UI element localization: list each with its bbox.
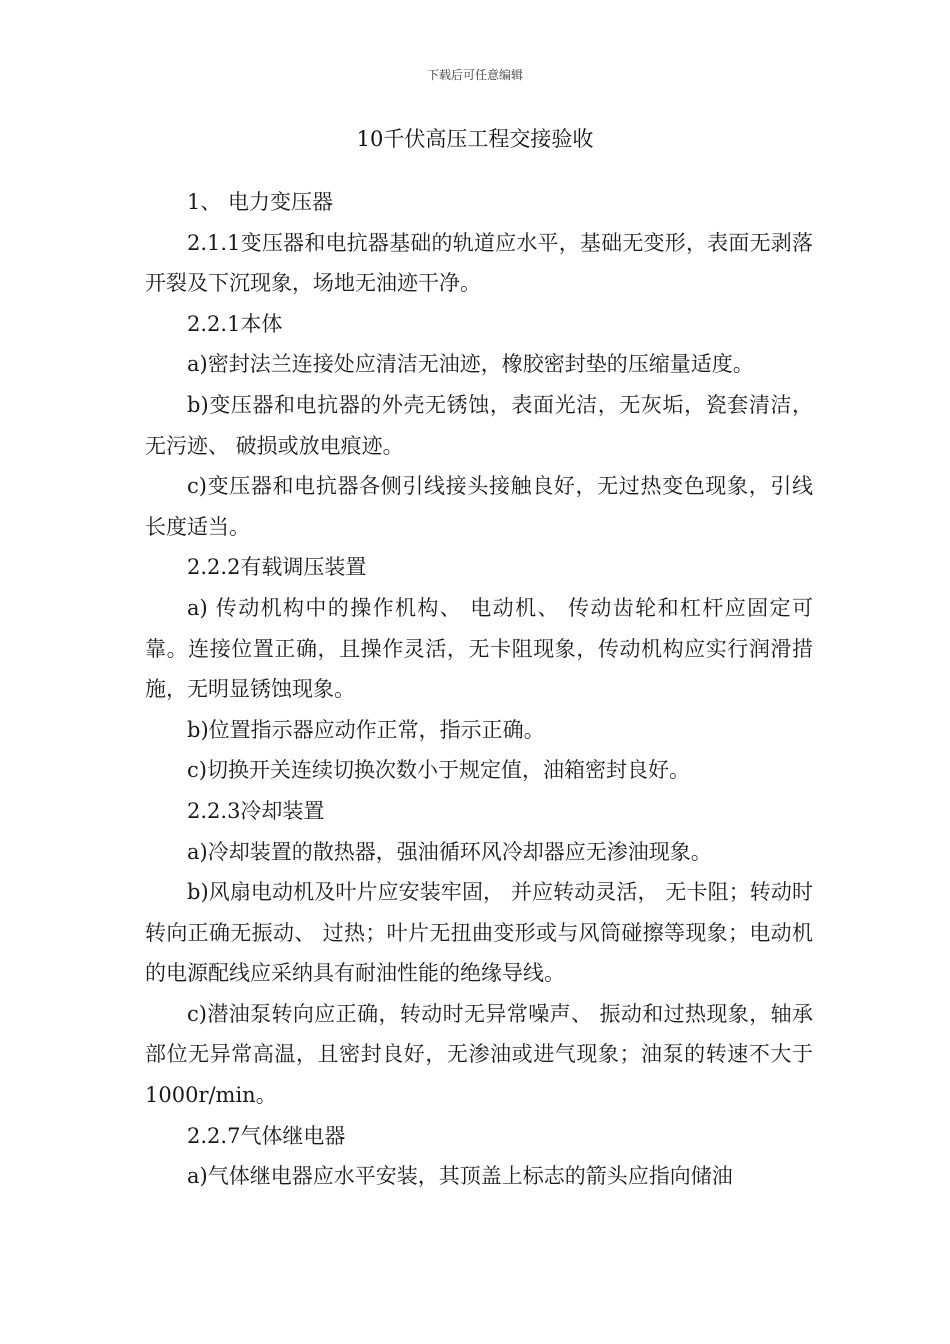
paragraph: a)气体继电器应水平安装，其顶盖上标志的箭头应指向储油 <box>187 1164 733 1189</box>
paragraph: b)变压器和电抗器的外壳无锈蚀，表面光洁，无灰垢，瓷套清洁，无污迹、 破损或放电痕迹。 <box>145 392 813 458</box>
subsection-heading: 2.2.7气体继电器 <box>187 1123 346 1148</box>
document-body <box>145 182 813 1197</box>
subsection-heading: 2.2.3冷却装置 <box>187 798 325 823</box>
section-heading: 1、 电力变压器 <box>187 190 334 214</box>
paragraph: a)密封法兰连接处应清洁无油迹，橡胶密封垫的压缩量适度。 <box>187 352 754 377</box>
paragraph: b)位置指示器应动作正常，指示正确。 <box>187 717 545 742</box>
paragraph: c)变压器和电抗器各侧引线接头接触良好，无过热变色现象，引线长度适当。 <box>145 474 813 539</box>
subsection-heading: 2.2.2有载调压装置 <box>187 555 367 580</box>
subsection-heading: 2.2.1本体 <box>187 311 283 336</box>
paragraph: a) 传动机构中的操作机构、 电动机、 传动齿轮和杠杆应固定可靠。连接位置正确，且操作灵活，无卡阻现象，传动机构应实行润滑措施，无明显锈蚀现象。 <box>145 595 813 702</box>
paragraph: c)切换开关连续切换次数小于规定值，油箱密封良好。 <box>187 758 690 783</box>
paragraph: c)潜油泵转向应正确，转动时无异常噪声、 振动和过热现象，轴承部位无异常高温，且密封良好，无渗油或进气现象；油泵的转速不大于1000r/min。 <box>145 1001 813 1108</box>
paragraph: b)风扇电动机及叶片应安装牢固， 并应转动灵活， 无卡阻；转动时转向正确无振动、 过热；叶片无扭曲变形或与风筒碰擦等现象；电动机的电源配线应采纳具有耐油性能的绝缘导线。 <box>145 880 813 986</box>
paragraph: a)冷却装置的散热器，强油循环风冷却器应无渗油现象。 <box>187 839 712 864</box>
page-header-note: 下载后可任意编辑 <box>426 68 523 82</box>
paragraph: 2.1.1变压器和电抗器基础的轨道应水平，基础无变形，表面无剥落开裂及下沉现象，场地无油迹干净。 <box>145 230 813 296</box>
document-title: 10千伏高压工程交接验收 <box>356 127 594 151</box>
